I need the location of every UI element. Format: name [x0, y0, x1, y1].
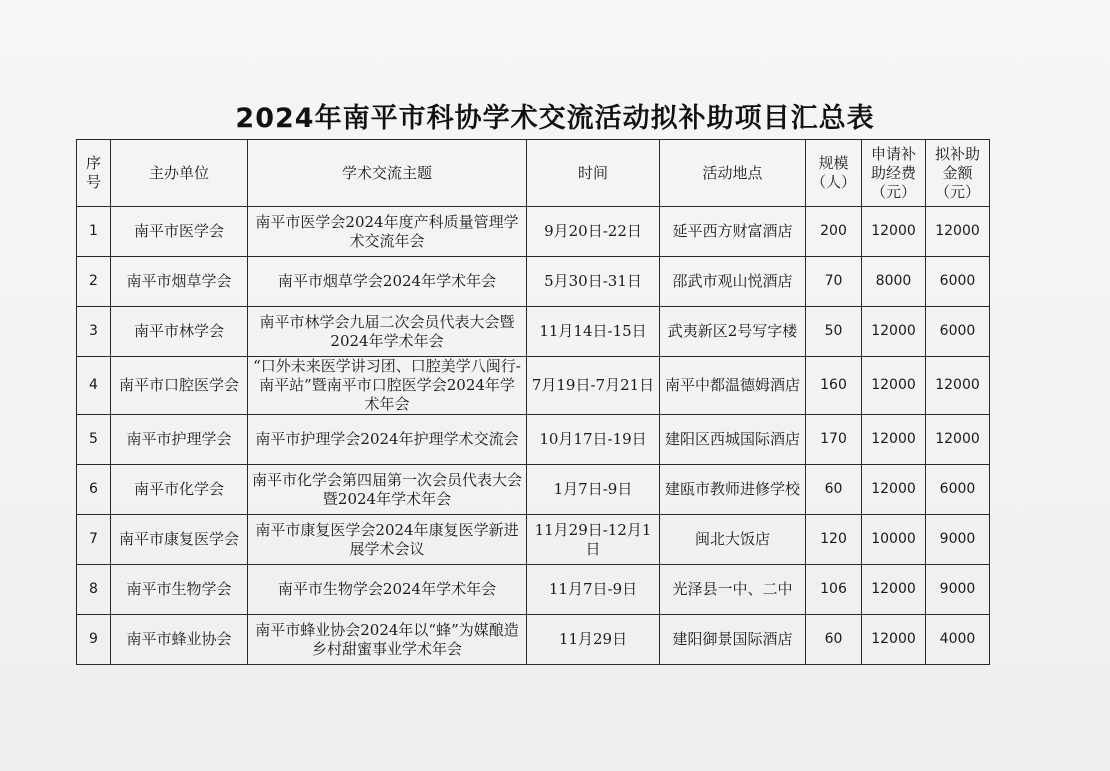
cell-seq: 6	[77, 465, 111, 515]
cell-org: 南平市生物学会	[111, 565, 248, 615]
cell-time: 11月14日-15日	[527, 307, 660, 357]
table-row	[77, 257, 990, 307]
table-row	[77, 307, 990, 357]
cell-seq: 5	[77, 415, 111, 465]
cell-org: 南平市蜂业协会	[111, 615, 248, 665]
cell-location: 建瓯市教师进修学校	[660, 465, 806, 515]
cell-org: 南平市化学会	[111, 465, 248, 515]
cell-seq: 1	[77, 207, 111, 257]
header-seq: 序号	[77, 140, 111, 207]
cell-apply: 12000	[862, 357, 926, 415]
cell-apply: 10000	[862, 515, 926, 565]
header-org: 主办单位	[111, 140, 248, 207]
cell-seq: 7	[77, 515, 111, 565]
subsidy-table	[76, 139, 990, 665]
cell-subsidy: 4000	[926, 615, 990, 665]
cell-location: 光泽县一中、二中	[660, 565, 806, 615]
cell-scale: 50	[806, 307, 862, 357]
cell-location: 邵武市观山悦酒店	[660, 257, 806, 307]
cell-org: 南平市护理学会	[111, 415, 248, 465]
cell-seq: 4	[77, 357, 111, 415]
cell-apply: 12000	[862, 565, 926, 615]
cell-apply: 12000	[862, 307, 926, 357]
cell-org: 南平市口腔医学会	[111, 357, 248, 415]
cell-topic: 南平市生物学会2024年学术年会	[248, 565, 527, 615]
cell-time: 11月29日-12月1日	[527, 515, 660, 565]
cell-subsidy: 6000	[926, 257, 990, 307]
cell-apply: 8000	[862, 257, 926, 307]
cell-seq: 2	[77, 257, 111, 307]
table-row	[77, 515, 990, 565]
cell-location: 南平中都温德姆酒店	[660, 357, 806, 415]
cell-location: 建阳御景国际酒店	[660, 615, 806, 665]
cell-location: 闽北大饭店	[660, 515, 806, 565]
cell-scale: 60	[806, 465, 862, 515]
cell-org: 南平市林学会	[111, 307, 248, 357]
cell-topic: 南平市医学会2024年度产科质量管理学术交流年会	[248, 207, 527, 257]
cell-topic: 南平市护理学会2024年护理学术交流会	[248, 415, 527, 465]
table-row	[77, 207, 990, 257]
cell-scale: 120	[806, 515, 862, 565]
cell-subsidy: 6000	[926, 307, 990, 357]
cell-subsidy: 6000	[926, 465, 990, 515]
header-topic: 学术交流主题	[248, 140, 527, 207]
header-subsidy: 拟补助金额（元）	[926, 140, 990, 207]
table-row	[77, 615, 990, 665]
cell-location: 延平西方财富酒店	[660, 207, 806, 257]
table-header-row	[77, 140, 990, 207]
cell-subsidy: 9000	[926, 565, 990, 615]
table-row	[77, 415, 990, 465]
cell-time: 10月17日-19日	[527, 415, 660, 465]
cell-subsidy: 12000	[926, 415, 990, 465]
cell-apply: 12000	[862, 615, 926, 665]
document-title: 2024年南平市科协学术交流活动拟补助项目汇总表	[235, 103, 875, 134]
cell-scale: 160	[806, 357, 862, 415]
cell-time: 5月30日-31日	[527, 257, 660, 307]
cell-scale: 106	[806, 565, 862, 615]
cell-topic: 南平市烟草学会2024年学术年会	[248, 257, 527, 307]
cell-apply: 12000	[862, 207, 926, 257]
cell-subsidy: 12000	[926, 357, 990, 415]
cell-time: 11月29日	[527, 615, 660, 665]
cell-location: 建阳区西城国际酒店	[660, 415, 806, 465]
cell-time: 11月7日-9日	[527, 565, 660, 615]
cell-topic: 南平市康复医学会2024年康复医学新进展学术会议	[248, 515, 527, 565]
cell-topic: 南平市蜂业协会2024年以“蜂”为媒酿造乡村甜蜜事业学术年会	[248, 615, 527, 665]
cell-scale: 170	[806, 415, 862, 465]
cell-scale: 200	[806, 207, 862, 257]
header-scale: 规模（人）	[806, 140, 862, 207]
cell-time: 9月20日-22日	[527, 207, 660, 257]
header-time: 时间	[527, 140, 660, 207]
cell-org: 南平市烟草学会	[111, 257, 248, 307]
cell-time: 1月7日-9日	[527, 465, 660, 515]
cell-org: 南平市医学会	[111, 207, 248, 257]
header-location: 活动地点	[660, 140, 806, 207]
cell-apply: 12000	[862, 465, 926, 515]
cell-location: 武夷新区2号写字楼	[660, 307, 806, 357]
cell-org: 南平市康复医学会	[111, 515, 248, 565]
cell-scale: 70	[806, 257, 862, 307]
cell-apply: 12000	[862, 415, 926, 465]
header-apply: 申请补助经费（元）	[862, 140, 926, 207]
cell-seq: 3	[77, 307, 111, 357]
cell-time: 7月19日-7月21日	[527, 357, 660, 415]
cell-scale: 60	[806, 615, 862, 665]
cell-topic: “口外未来医学讲习团、口腔美学八闽行-南平站”暨南平市口腔医学会2024年学术年会	[248, 357, 527, 415]
cell-subsidy: 12000	[926, 207, 990, 257]
cell-seq: 9	[77, 615, 111, 665]
table-row	[77, 465, 990, 515]
cell-topic: 南平市林学会九届二次会员代表大会暨2024年学术年会	[248, 307, 527, 357]
cell-topic: 南平市化学会第四届第一次会员代表大会暨2024年学术年会	[248, 465, 527, 515]
table-row	[77, 565, 990, 615]
cell-seq: 8	[77, 565, 111, 615]
table-row	[77, 357, 990, 415]
cell-subsidy: 9000	[926, 515, 990, 565]
